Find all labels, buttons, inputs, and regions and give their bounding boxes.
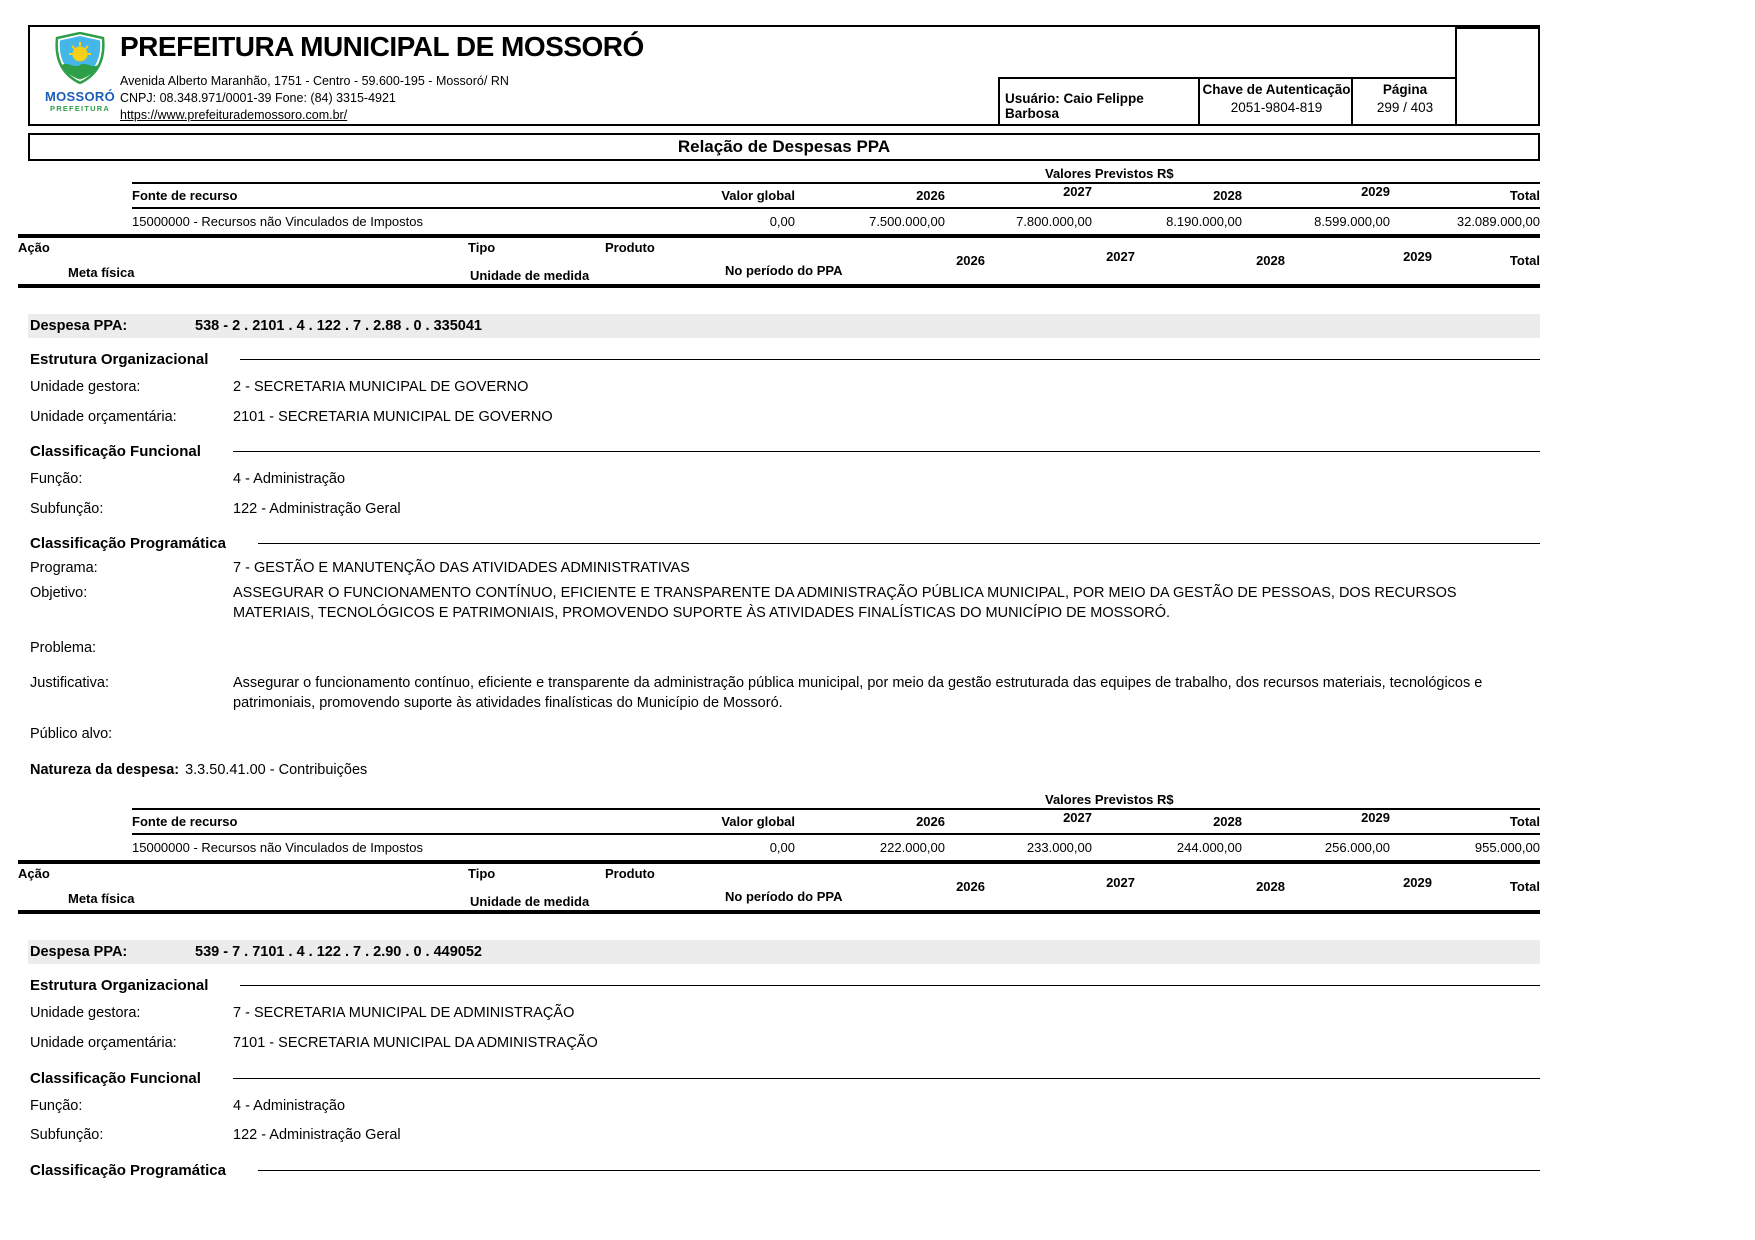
org-website-link[interactable]: https://www.prefeiturademossoro.com.br/ bbox=[120, 108, 348, 122]
section-rule bbox=[233, 451, 1540, 452]
section-classificacao-programatica bbox=[30, 535, 1540, 552]
acao-label: Ação bbox=[18, 240, 50, 255]
acao-header-1 bbox=[18, 238, 1540, 284]
field-label: Público alvo: bbox=[30, 725, 113, 742]
resource-table-1 bbox=[132, 182, 1540, 234]
page-value: 299 / 403 bbox=[1376, 100, 1434, 115]
col-2027: 2027 bbox=[1063, 184, 1092, 199]
valor-global-value: 0,00 bbox=[769, 214, 795, 229]
header-empty-cell bbox=[1455, 27, 1538, 124]
resource-table-header bbox=[132, 808, 1540, 835]
field-value: Assegurar o funcionamento contínuo, eficiente e transparente da administração pública municipal, por meio da gestão estruturada das equipes de trabalho, dos recursos materiais, tecnológicos e patrimoniais, promovendo suporte às atividades finalísticas do Município de Mossoró. bbox=[233, 674, 1483, 712]
col-2026: 2026 bbox=[916, 814, 945, 830]
field-value: 2 - SECRETARIA MUNICIPAL DE GOVERNO bbox=[233, 379, 529, 395]
acao-col-2026: 2026 bbox=[956, 253, 985, 268]
report-body bbox=[0, 164, 1755, 1179]
field-value: 4 - Administração bbox=[233, 471, 346, 488]
acao-col-2028: 2028 bbox=[1256, 879, 1285, 895]
field-label: Função: bbox=[30, 1097, 83, 1114]
section-estrutura-organizacional bbox=[30, 977, 1540, 994]
unidade-medida-label: Unidade de medida bbox=[470, 268, 590, 283]
col-valor-global: Valor global bbox=[721, 814, 795, 830]
fonte-value: 15000000 - Recursos não Vinculados de Impostos bbox=[132, 214, 424, 229]
despesa-ppa-code: 538 - 2 . 2101 . 4 . 122 . 7 . 2.88 . 0 . 335041 bbox=[195, 318, 482, 334]
col-total: Total bbox=[1509, 814, 1540, 830]
auth-key-label: Chave de Autenticação bbox=[1202, 82, 1351, 97]
value-2026: 7.500.000,00 bbox=[869, 214, 945, 229]
auth-key-cell bbox=[1198, 77, 1353, 124]
value-2027: 233.000,00 bbox=[1026, 840, 1092, 856]
acao-col-2028: 2028 bbox=[1256, 253, 1285, 268]
field-value: 122 - Administração Geral bbox=[233, 500, 401, 517]
field-label: Unidade gestora: bbox=[30, 1005, 141, 1022]
section-classificacao-funcional bbox=[30, 443, 1540, 460]
acao-col-total: Total bbox=[1509, 253, 1540, 268]
mossoro-logo bbox=[40, 32, 120, 113]
logo-brand-text: MOSSORÓ bbox=[45, 89, 115, 104]
field-subfuncao bbox=[30, 499, 1755, 520]
value-2029: 8.599.000,00 bbox=[1314, 214, 1390, 229]
section-classificacao-programatica bbox=[30, 1162, 1540, 1179]
field-programa bbox=[30, 558, 1755, 579]
field-label: Subfunção: bbox=[30, 1127, 104, 1144]
field-value: 7 - SECRETARIA MUNICIPAL DE ADMINISTRAÇÃO bbox=[233, 1005, 575, 1022]
section-title: Classificação Funcional bbox=[30, 443, 201, 461]
field-objetivo bbox=[30, 583, 1755, 624]
field-value: 122 - Administração Geral bbox=[233, 1127, 401, 1144]
section-estrutura-organizacional bbox=[30, 351, 1540, 368]
no-periodo-label: No período do PPA bbox=[725, 263, 843, 278]
table-row bbox=[132, 209, 1540, 234]
natureza-label: Natureza da despesa: bbox=[30, 762, 180, 779]
user-name: Usuário: Caio Felippe Barbosa bbox=[1005, 91, 1144, 121]
value-2026: 222.000,00 bbox=[879, 840, 945, 856]
tipo-label: Tipo bbox=[468, 240, 496, 255]
field-unidade-gestora bbox=[30, 377, 1755, 398]
section-title: Estrutura Organizacional bbox=[30, 977, 209, 995]
despesa-ppa-label: Despesa PPA: bbox=[30, 318, 128, 334]
field-natureza-despesa bbox=[30, 762, 1755, 778]
field-unidade-orcamentaria bbox=[30, 407, 1755, 428]
value-2028: 8.190.000,00 bbox=[1166, 214, 1242, 229]
field-value: 2101 - SECRETARIA MUNICIPAL DE GOVERNO bbox=[233, 408, 553, 425]
col-2029: 2029 bbox=[1361, 184, 1390, 199]
auth-key-value: 2051-9804-819 bbox=[1230, 100, 1323, 115]
meta-fisica-label: Meta física bbox=[68, 891, 135, 907]
org-name: PREFEITURA MUNICIPAL DE MOSSORÓ bbox=[120, 31, 644, 62]
field-label: Unidade gestora: bbox=[30, 379, 141, 395]
fonte-value: 15000000 - Recursos não Vinculados de Impostos bbox=[132, 840, 424, 856]
section-classificacao-funcional bbox=[30, 1070, 1540, 1087]
field-unidade-gestora bbox=[30, 1003, 1755, 1024]
field-problema bbox=[30, 638, 1755, 659]
field-label: Unidade orçamentária: bbox=[30, 408, 177, 425]
document-header bbox=[28, 25, 1540, 126]
col-2028: 2028 bbox=[1213, 188, 1242, 203]
field-label: Problema: bbox=[30, 640, 97, 657]
tipo-label: Tipo bbox=[468, 866, 496, 882]
meta-fisica-label: Meta física bbox=[68, 265, 135, 280]
resource-table-2 bbox=[132, 808, 1540, 860]
page-label: Página bbox=[1382, 82, 1428, 97]
logo-sub-text: PREFEITURA bbox=[50, 104, 110, 113]
acao-col-2029: 2029 bbox=[1403, 875, 1432, 891]
divider bbox=[18, 284, 1540, 288]
table-row bbox=[132, 835, 1540, 860]
acao-col-2027: 2027 bbox=[1106, 249, 1135, 264]
field-value: 7101 - SECRETARIA MUNICIPAL DA ADMINISTRAÇÃO bbox=[233, 1034, 598, 1051]
section-rule bbox=[258, 1170, 1540, 1171]
field-value bbox=[233, 638, 1540, 659]
acao-col-2027: 2027 bbox=[1106, 875, 1135, 891]
field-label: Objetivo: bbox=[30, 584, 88, 601]
despesa-ppa-bar-539 bbox=[28, 940, 1540, 964]
field-value bbox=[233, 724, 1540, 745]
section-rule bbox=[233, 1078, 1540, 1079]
section-title: Classificação Programática bbox=[30, 535, 226, 553]
org-address: Avenida Alberto Maranhão, 1751 - Centro - 59.600-195 - Mossoró/ RN bbox=[120, 74, 509, 88]
acao-col-2029: 2029 bbox=[1403, 249, 1432, 264]
col-2027: 2027 bbox=[1063, 810, 1092, 826]
city-crest-icon bbox=[51, 32, 109, 84]
unidade-medida-label: Unidade de medida bbox=[470, 894, 590, 910]
valores-previstos-label: Valores Previstos R$ bbox=[1045, 166, 1174, 181]
resource-table-header bbox=[132, 182, 1540, 209]
natureza-value: 3.3.50.41.00 - Contribuições bbox=[185, 762, 368, 779]
field-funcao bbox=[30, 1096, 1755, 1117]
despesa-ppa-label: Despesa PPA: bbox=[30, 944, 128, 961]
col-2026: 2026 bbox=[916, 188, 945, 203]
field-publico-alvo bbox=[30, 724, 1755, 745]
field-unidade-orcamentaria bbox=[30, 1033, 1755, 1054]
section-rule bbox=[258, 543, 1540, 544]
no-periodo-label: No período do PPA bbox=[725, 889, 843, 905]
user-cell bbox=[998, 77, 1200, 124]
org-cnpj-phone: CNPJ: 08.348.971/0001-39 Fone: (84) 3315-4921 bbox=[120, 91, 396, 105]
field-value: ASSEGURAR O FUNCIONAMENTO CONTÍNUO, EFICIENTE E TRANSPARENTE DA ADMINISTRAÇÃO PÚBLICA MUNICIPAL, POR MEIO DA GESTÃO DE PESSOAS, DOS RECURSOS MATERIAIS, TECNOLÓGICOS E PATRIMONIAIS, PROMOVENDO SUPORTE ÀS ATIVIDADES FINALÍSTICAS DO MUNICÍPIO DE MOSSORÓ. bbox=[233, 584, 1457, 622]
col-2028: 2028 bbox=[1213, 814, 1242, 830]
field-funcao bbox=[30, 469, 1755, 490]
section-rule bbox=[240, 985, 1540, 986]
field-label: Função: bbox=[30, 471, 83, 488]
divider bbox=[18, 910, 1540, 914]
acao-col-2026: 2026 bbox=[956, 879, 985, 895]
despesa-ppa-bar-538 bbox=[28, 314, 1540, 338]
field-value: 4 - Administração bbox=[233, 1097, 346, 1114]
col-2029: 2029 bbox=[1361, 810, 1390, 826]
col-valor-global: Valor global bbox=[721, 188, 795, 203]
value-2029: 256.000,00 bbox=[1324, 840, 1390, 856]
value-2027: 7.800.000,00 bbox=[1016, 214, 1092, 229]
acao-header-2 bbox=[18, 864, 1540, 910]
field-label: Programa: bbox=[30, 560, 98, 577]
acao-col-total: Total bbox=[1509, 879, 1540, 895]
page-number-cell bbox=[1351, 77, 1457, 124]
field-label: Subfunção: bbox=[30, 500, 104, 517]
field-label: Unidade orçamentária: bbox=[30, 1034, 177, 1051]
col-total: Total bbox=[1509, 188, 1540, 203]
section-title: Estrutura Organizacional bbox=[30, 351, 209, 368]
field-subfuncao bbox=[30, 1125, 1755, 1146]
col-fonte: Fonte de recurso bbox=[132, 188, 238, 203]
produto-label: Produto bbox=[605, 240, 655, 255]
total-value: 955.000,00 bbox=[1474, 840, 1540, 856]
valores-previstos-label: Valores Previstos R$ bbox=[1045, 792, 1174, 808]
despesa-ppa-code: 539 - 7 . 7101 . 4 . 122 . 7 . 2.90 . 0 . 449052 bbox=[195, 944, 482, 961]
produto-label: Produto bbox=[605, 866, 655, 882]
section-title: Classificação Programática bbox=[30, 1161, 226, 1179]
section-title: Classificação Funcional bbox=[30, 1069, 201, 1087]
report-title: Relação de Despesas PPA bbox=[28, 133, 1540, 161]
field-justificativa bbox=[30, 673, 1755, 714]
total-value: 32.089.000,00 bbox=[1456, 214, 1540, 229]
section-rule bbox=[240, 359, 1540, 360]
acao-label: Ação bbox=[18, 866, 50, 882]
field-label: Justificativa: bbox=[30, 674, 109, 691]
valor-global-value: 0,00 bbox=[769, 840, 795, 856]
field-value: 7 - GESTÃO E MANUTENÇÃO DAS ATIVIDADES ADMINISTRATIVAS bbox=[233, 560, 690, 577]
col-fonte: Fonte de recurso bbox=[132, 814, 238, 830]
value-2028: 244.000,00 bbox=[1176, 840, 1242, 856]
